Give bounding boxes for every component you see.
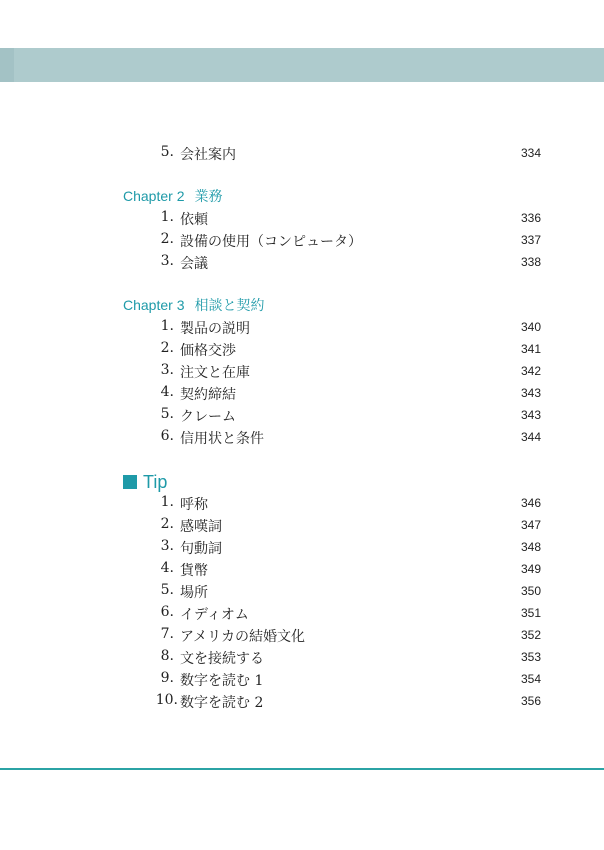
entry-number: 10.: [155, 692, 178, 708]
entry-title: 文を接続する: [180, 651, 264, 667]
entry-page: 337: [520, 233, 541, 247]
tip-label: Tip: [143, 472, 168, 492]
entry-title: 注文と在庫: [180, 365, 250, 381]
entry-title: 会社案内: [180, 147, 236, 163]
entry-page: 340: [520, 320, 541, 334]
entry-title: 価格交渉: [180, 343, 236, 359]
footer-rule: [0, 768, 604, 770]
entry-page: 351: [520, 606, 541, 620]
entry-page: 334: [520, 146, 541, 160]
chapter-title: 相談と契約: [194, 297, 265, 313]
entry-title: 設備の使用（コンピュータ）: [180, 234, 362, 250]
chapter-label: Chapter 2: [123, 188, 185, 204]
toc-entry[interactable]: [0, 229, 604, 249]
entry-title: 貨幣: [180, 563, 208, 579]
entry-number: 1.: [160, 318, 174, 334]
toc-entry[interactable]: [0, 251, 604, 271]
entry-page: 356: [520, 694, 541, 708]
entry-page: 336: [520, 211, 541, 225]
toc-entry[interactable]: [0, 602, 604, 622]
entry-title: 数字を読む 2: [180, 695, 264, 711]
entry-number: 9.: [160, 670, 174, 686]
toc-entry[interactable]: [0, 426, 604, 446]
chapter-heading: [123, 295, 264, 315]
entry-title: 場所: [180, 585, 208, 601]
entry-title: 信用状と条件: [180, 431, 264, 447]
chapter-heading: [123, 186, 222, 206]
tip-heading: [123, 472, 167, 492]
toc-entry[interactable]: [0, 382, 604, 402]
toc-entry[interactable]: [0, 404, 604, 424]
entry-number: 5.: [160, 406, 174, 422]
entry-page: 343: [520, 408, 541, 422]
square-bullet-icon: [123, 475, 137, 489]
toc-entry[interactable]: [0, 316, 604, 336]
entry-title: 数字を読む 1: [180, 673, 264, 689]
entry-number: 2.: [160, 516, 174, 532]
toc-entry[interactable]: [0, 580, 604, 600]
toc-entry[interactable]: [0, 690, 604, 710]
entry-title: 依頼: [180, 212, 208, 228]
entry-page: 342: [520, 364, 541, 378]
entry-number: 2.: [160, 340, 174, 356]
entry-number: 3.: [160, 253, 174, 269]
entry-title: クレーム: [180, 409, 236, 425]
entry-title: 句動詞: [180, 541, 222, 557]
entry-page: 352: [520, 628, 541, 642]
toc-entry[interactable]: [0, 207, 604, 227]
entry-page: 348: [520, 540, 541, 554]
entry-page: 344: [520, 430, 541, 444]
toc-entry[interactable]: [0, 338, 604, 358]
entry-page: 350: [520, 584, 541, 598]
entry-title: イディオム: [180, 607, 249, 623]
header-band-tab: [0, 48, 14, 82]
entry-number: 1.: [160, 209, 174, 225]
toc-entry[interactable]: [0, 492, 604, 512]
entry-page: 349: [520, 562, 541, 576]
toc-entry[interactable]: [0, 514, 604, 534]
header-band: [0, 48, 604, 82]
toc-entry[interactable]: [0, 558, 604, 578]
entry-title: アメリカの結婚文化: [180, 629, 306, 645]
entry-page: 353: [520, 650, 541, 664]
entry-number: 4.: [160, 384, 174, 400]
entry-number: 3.: [160, 362, 174, 378]
entry-page: 341: [520, 342, 541, 356]
entry-number: 1.: [160, 494, 174, 510]
toc-entry[interactable]: [0, 536, 604, 556]
toc-entry[interactable]: [0, 360, 604, 380]
entry-title: 製品の説明: [180, 321, 250, 337]
chapter-label: Chapter 3: [123, 297, 185, 313]
entry-page: 354: [520, 672, 541, 686]
entry-number: 3.: [160, 538, 174, 554]
entry-title: 契約締結: [180, 387, 236, 403]
entry-title: 感嘆詞: [180, 519, 222, 535]
entry-number: 2.: [160, 231, 174, 247]
entry-page: 347: [520, 518, 541, 532]
entry-page: 343: [520, 386, 541, 400]
entry-title: 呼称: [180, 497, 208, 513]
entry-number: 5.: [160, 582, 174, 598]
entry-number: 4.: [160, 560, 174, 576]
entry-number: 7.: [160, 626, 174, 642]
entry-number: 8.: [160, 648, 174, 664]
toc-entry[interactable]: [0, 668, 604, 688]
toc-entry[interactable]: [0, 142, 604, 162]
chapter-title: 業務: [194, 188, 223, 204]
entry-page: 338: [520, 255, 541, 269]
entry-title: 会議: [180, 256, 208, 272]
entry-number: 6.: [160, 428, 174, 444]
entry-number: 5.: [160, 144, 174, 160]
entry-number: 6.: [160, 604, 174, 620]
toc-entry[interactable]: [0, 646, 604, 666]
toc-entry[interactable]: [0, 624, 604, 644]
entry-page: 346: [520, 496, 541, 510]
